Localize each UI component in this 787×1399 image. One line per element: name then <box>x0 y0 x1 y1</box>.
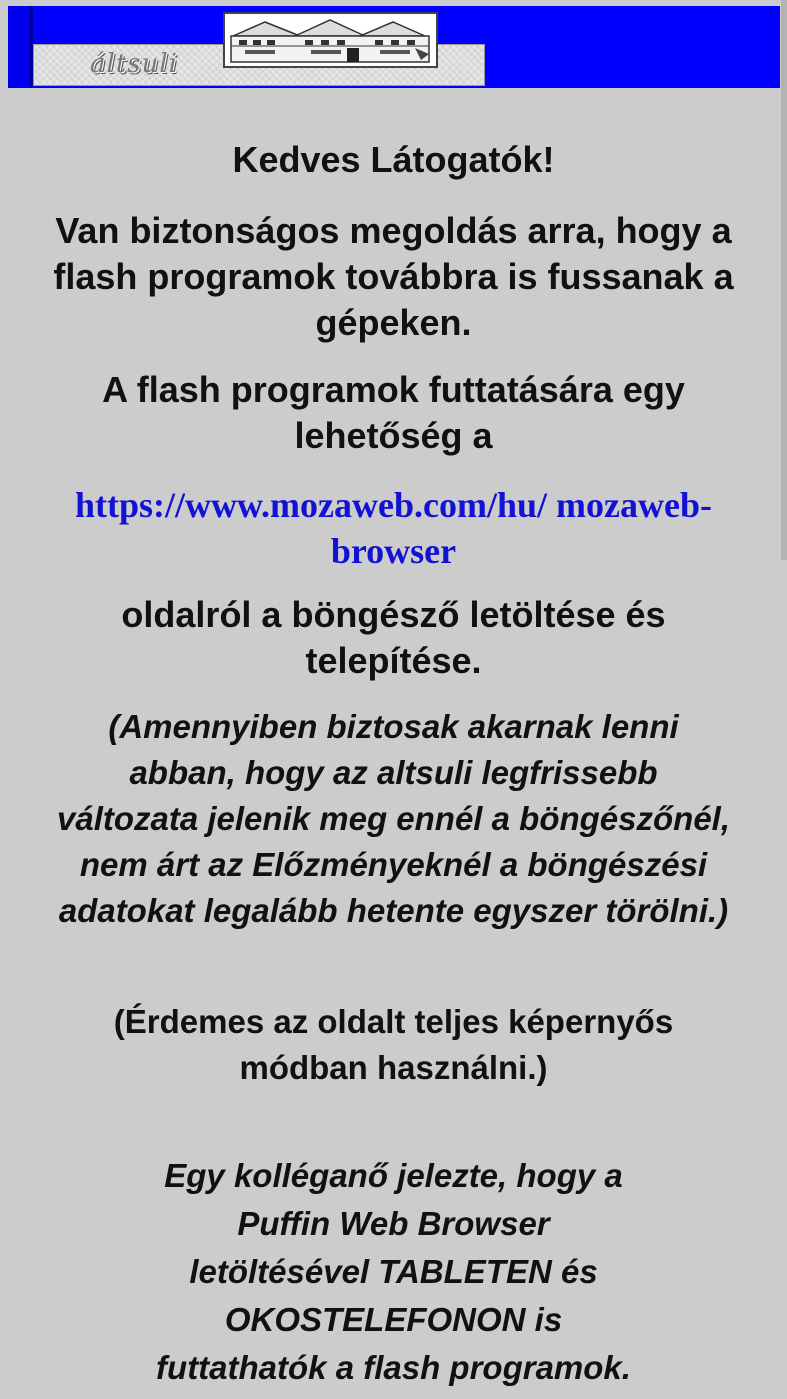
download-line: oldalról a böngésző letöltése és <box>121 594 666 635</box>
note-line: abban, hogy az altsuli legfrissebb <box>129 754 658 791</box>
download-paragraph <box>0 592 787 684</box>
puffin-line: futtathatók a flash programok. <box>156 1349 631 1386</box>
puffin-line: OKOSTELEFONON is <box>224 1301 563 1338</box>
greeting-heading <box>0 137 787 183</box>
intro-line: flash programok továbbra is fussanak a <box>53 256 734 297</box>
fullscreen-tip <box>0 999 787 1091</box>
puffin-line: Egy kolléganő jelezte, hogy a <box>164 1157 623 1194</box>
link-line[interactable]: browser <box>330 531 457 571</box>
mozaweb-browser-link[interactable] <box>20 482 767 574</box>
banner-left-bar <box>8 6 33 88</box>
greeting-text: Kedves Látogatók! <box>232 139 555 180</box>
flash-paragraph <box>0 367 787 459</box>
site-logo-text[interactable]: áltsuli <box>90 49 178 79</box>
link-line[interactable]: https://www.mozaweb.com/hu/ mozaweb- <box>75 485 712 525</box>
puffin-line: letöltésével TABLETEN és <box>189 1253 598 1290</box>
intro-paragraph <box>0 208 787 346</box>
note-line: (Amennyiben biztosak akarnak lenni <box>108 708 679 745</box>
puffin-line: Puffin Web Browser <box>237 1205 550 1242</box>
note-line: adatokat legalább hetente egyszer törölni.) <box>58 892 729 929</box>
note-line: nem árt az Előzményeknél a böngészési <box>79 846 708 883</box>
fullscreen-line: (Érdemes az oldalt teljes képernyős <box>113 1003 674 1040</box>
cache-note <box>0 704 787 934</box>
intro-line: gépeken. <box>315 302 472 343</box>
flash-line: lehetőség a <box>294 415 493 456</box>
fullscreen-line: módban használni.) <box>239 1049 548 1086</box>
note-line: változata jelenik meg ennél a böngészőnél, <box>56 800 731 837</box>
header-banner <box>8 6 780 88</box>
download-line: telepítése. <box>305 640 482 681</box>
school-building-image <box>223 12 438 68</box>
flash-line: A flash programok futtatására egy <box>102 369 685 410</box>
puffin-note <box>0 1152 787 1392</box>
intro-line: Van biztonságos megoldás arra, hogy a <box>55 210 732 251</box>
